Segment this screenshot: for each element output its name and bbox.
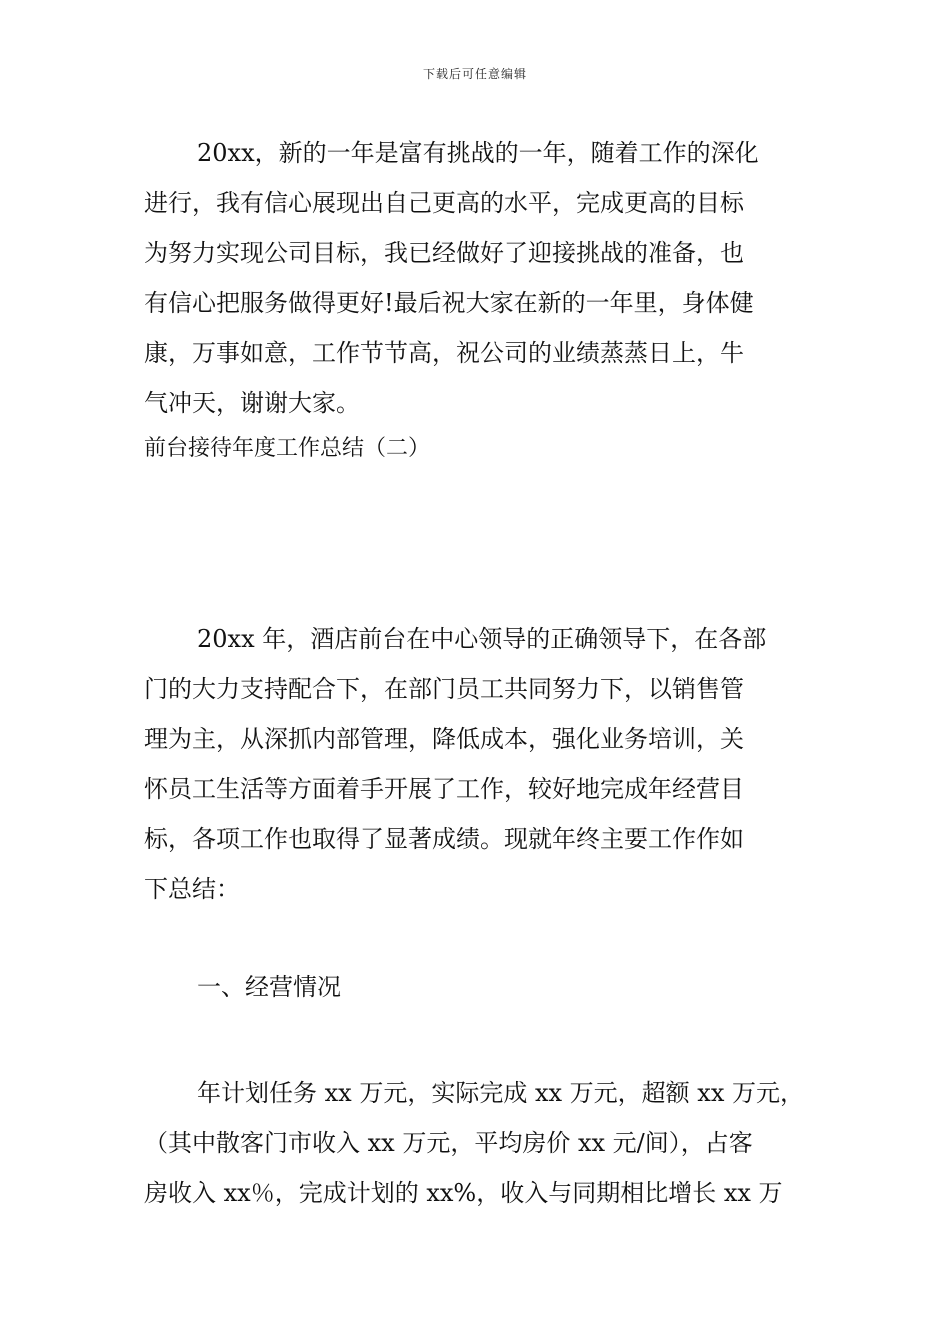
paragraph-line: 20xx 年，酒店前台在中心领导的正确领导下，在各部: [197, 625, 767, 653]
paragraph-line: 年计划任务 xx 万元，实际完成 xx 万元，超额 xx 万元，: [197, 1079, 804, 1107]
paragraph-line: 标，各项工作也取得了显著成绩。现就年终主要工作作如: [144, 825, 744, 853]
paragraph-line: 有信心把服务做得更好!最后祝大家在新的一年里，身体健: [144, 289, 754, 317]
paragraph-line: 理为主，从深抓内部管理，降低成本，强化业务培训，关: [144, 725, 744, 753]
paragraph-line: （其中散客门市收入 xx 万元，平均房价 xx 元/间），占客: [144, 1129, 753, 1157]
paragraph-line: 进行，我有信心展现出自己更高的水平，完成更高的目标: [144, 189, 744, 217]
document-body: [144, 128, 814, 1218]
page-header-note: 下载后可任意编辑: [422, 67, 527, 81]
subheading: 一、经营情况: [197, 973, 341, 1001]
paragraph-line: 怀员工生活等方面着手开展了工作，较好地完成年经营目: [144, 775, 744, 803]
closing-paragraph: [144, 128, 814, 428]
paragraph-line: 为努力实现公司目标，我已经做好了迎接挑战的准备，也: [144, 239, 744, 267]
paragraph-line: 气冲天，谢谢大家。: [144, 389, 360, 417]
operations-paragraph: [144, 1068, 814, 1218]
paragraph-line: 下总结：: [144, 875, 240, 903]
section-title: 前台接待年度工作总结（二）: [144, 436, 431, 461]
paragraph-line: 门的大力支持配合下，在部门员工共同努力下，以销售管: [144, 675, 744, 703]
paragraph-line: 康，万事如意，工作节节高，祝公司的业绩蒸蒸日上，牛: [144, 339, 744, 367]
paragraph-line: 20xx，新的一年是富有挑战的一年，随着工作的深化: [197, 139, 759, 167]
paragraph-line: 房收入 xx％，完成计划的 xx%，收入与同期相比增长 xx 万: [144, 1179, 783, 1207]
intro-paragraph: [144, 614, 814, 914]
